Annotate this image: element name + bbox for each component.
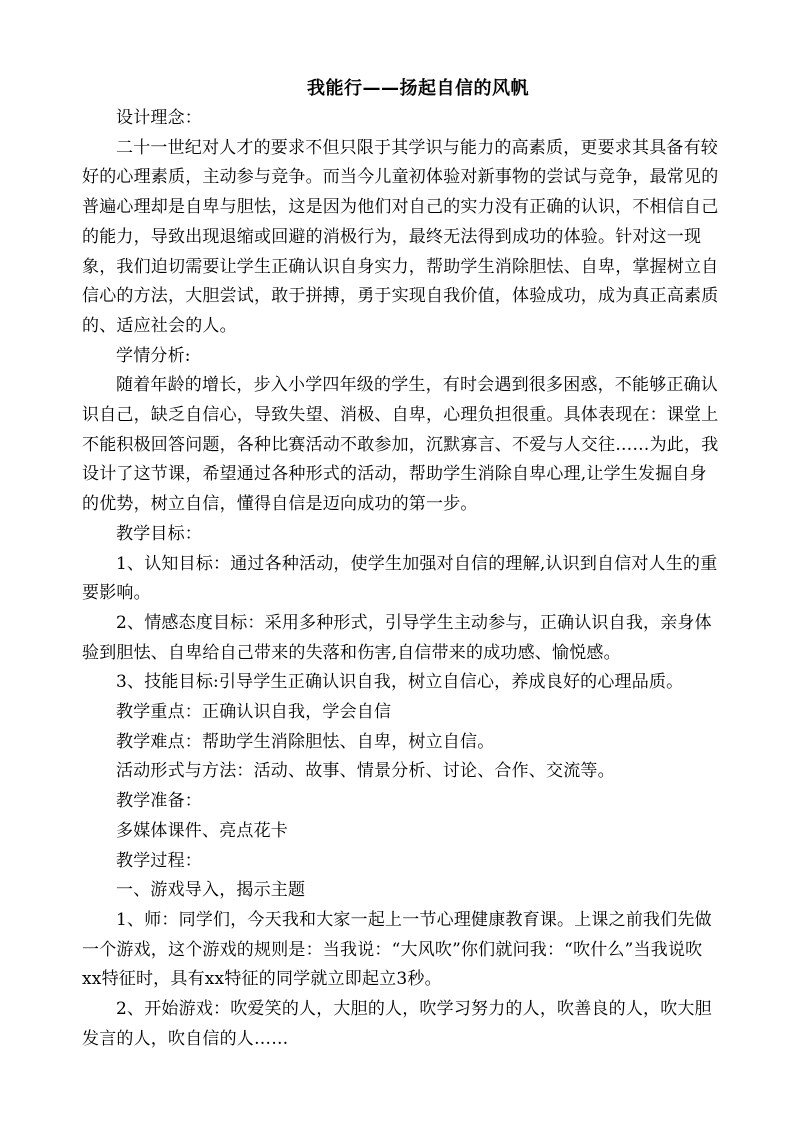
document-page — [82, 74, 720, 1055]
design-heading: 设计理念： — [116, 108, 202, 128]
analysis-heading: 学情分析: — [116, 345, 191, 366]
step1-heading: 一、游戏导入，揭示主题 — [116, 880, 306, 901]
document-title: 我能行——扬起自信的风帆 — [307, 78, 529, 99]
key-point: 教学重点：正确认识自我，学会自信 — [116, 702, 392, 723]
step1-item-2: 2、开始游戏：吹爱笑的人，大胆的人，吹学习努力的人，吹善良的人，吹大胆发言的人，吹自信的人…… — [82, 999, 712, 1049]
step1-item-1: 1、师：同学们，今天我和大家一起上一节心理健康教育课。上课之前我们先做一个游戏，这个游戏的规则是：当我说：“大风吹”你们就问我：“吹什么”当我说吹xx特征时，具有xx特征的同学就立即起立3秒。 — [82, 909, 712, 990]
goal-2: 2、情感态度目标：采用多种形式，引导学生主动参与，正确认识自我，亲身体验到胆怯、自卑给自己带来的失落和伤害,自信带来的成功感、愉悦感。 — [82, 612, 712, 663]
goal-3: 3、技能目标:引导学生正确认识自我，树立自信心，养成良好的心理品质。 — [116, 672, 684, 693]
design-body: 二十一世纪对人才的要求不但只限于其学识与能力的高素质，更要求其具备有较好的心理素质，主动参与竞争。而当今儿童初体验对新事物的尝试与竞争，最常见的普遍心理却是自卑与胆怯，这是因为他们对自己的实力没有正确的认识，不相信自己的能力，导致出现退缩或回避的消极行为，最终无法得到成功的体验。针对这一现象，我们迫切需要让学生正确认识自身实力，帮助学生消除胆怯、自卑，掌握树立自信心的方法，大胆尝试，敢于拼搏，勇于实现自我价值，体验成功，成为真正高素质的、适应社会的人。 — [82, 137, 719, 336]
prep-body: 多媒体课件、亮点花卡 — [116, 820, 288, 841]
process-heading: 教学过程： — [116, 850, 202, 871]
goals-heading: 教学目标： — [116, 523, 202, 544]
goal-1: 1、认知目标：通过各种活动，使学生加强对自信的理解,认识到自信对人生的重要影响。 — [82, 553, 718, 604]
analysis-body: 随着年龄的增长，步入小学四年级的学生，有时会遇到很多困惑，不能够正确认识自己，缺乏自信心，导致失望、消极、自卑，心理负担很重。具体表现在：课堂上不能积极回答问题，各种比赛活动不敢参加，沉默寡言、不爱与人交往……为此，我设计了这节课，希望通过各种形式的活动，帮助学生消除自卑心理,让学生发掘自身的优势，树立自信，懂得自信是迈向成功的第一步。 — [82, 375, 719, 515]
prep-heading: 教学准备： — [116, 791, 202, 812]
difficulty: 教学难点：帮助学生消除胆怯、自卑，树立自信。 — [116, 731, 495, 752]
methods: 活动形式与方法：活动、故事、情景分析、讨论、合作、交流等。 — [116, 761, 615, 782]
